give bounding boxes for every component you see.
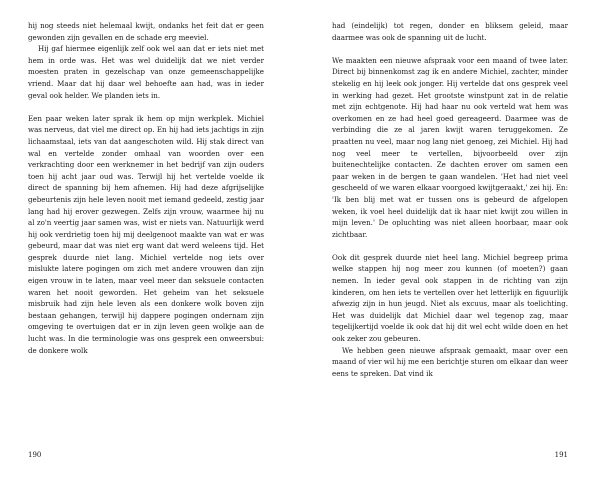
page-number: 190 [28,451,42,459]
paragraph: Ook dit gesprek duurde niet heel lang. Michiel begreep prima welke stappen hij nog meer zou kunnen (of moeten?) gaan nemen. In ieder geval ook stappen in de richting van zijn kinderen, om hen iets te vertellen over het letterlijk en figuurlijk afwezig zijn in hun jeugd. Niet als excuus, maar als toelichting. Het was duidelijk dat Michiel daar wel tegenop zag, maar tegelijkertijd voelde ik ook dat hij dit wel echt wilde doen en het ook zeker zou gebeuren. [332,252,568,344]
paragraph: Hij gaf hiermee eigenlijk zelf ook wel aan dat er iets niet met hem in orde was. Het was wel duidelijk dat we niet verder moesten praten in gezelschap van onze gemeenschappelijke vriend. Maar dat hij daar wel behoefte aan had, was in ieder geval ook helder. We planden iets in. [28,44,264,100]
paragraph: We maakten een nieuwe afspraak voor een maand of twee later. Direct bij binnenkomst zag ik en andere Michiel, zachter, minder stekelig en hij leek ook jonger. Hij vertelde dat ons gesprek veel in werking had gezet. Het grootste winstpunt zat in de relatie met zijn echtgenote. Hij had haar nu ook verteld wat hem was overkomen en ze had heel goed gereageerd. Daarmee was de verbinding die ze al jaren kwijt waren teruggekomen. Ze praatten nu veel, maar nog lang niet genoeg, zei Michiel. Hij had nog veel meer te vertellen, bijvoorbeeld over zijn buitenechtelijke contacten. Ze dachten erover om samen een paar weken in de bergen te gaan wandelen. 'Het had niet veel gescheeld of we waren elkaar voorgoed kwijtgeraakt,' zei hij. En: 'Ik ben blij met wat er tussen ons is gebeurd de afgelopen weken, ik voel heel duidelijk dat ik haar niet kwijt zou willen in mijn leven.' De opluchting was niet alleen hoorbaar, maar ook zichtbaar. [332,55,568,239]
right-page [332,20,568,460]
left-page [28,20,264,460]
left-page-text [28,20,264,356]
page-number: 191 [554,451,568,459]
paragraph: hij nog steeds niet helemaal kwijt, ondanks het feit dat er geen gewonden zijn gevallen en de schade erg meeviel. [28,21,264,42]
paragraph: We hebben geen nieuwe afspraak gemaakt, maar over een maand of vier wil hij me een berichtje sturen om elkaar dan weer eens te spreken. Dat vind ik [332,345,568,378]
paragraph: had (eindelijk) tot regen, donder en bliksem geleid, maar daarmee was ook de spanning uit de lucht. [332,21,568,42]
paragraph: Een paar weken later sprak ik hem op mijn werkplek. Michiel was nerveus, dat viel me direct op. En hij had iets jachtigs in zijn lichaamstaal, iets van dat aangeschoten wild. Hij stak direct van wal en vertelde zonder omhaal van woorden over een verkrachting door een werknemer in het bedrijf van zijn ouders toen hij acht jaar oud was. Terwijl hij het vertelde voelde ik direct de spanning bij hem afnemen. Hij had deze afgrijselijke gebeurtenis zijn hele leven nooit met iemand gedeeld, zestig jaar lang had hij erover gezwegen. Zelfs zijn vrouw, waarmee hij nu al zo'n veertig jaar samen was, wist er niets van. Natuurlijk werd hij ook verdrietig toen hij mij deelgenoot maakte van wat er was gebeurd, maar dat was niet erg want dat werd weleens tijd. Het gesprek duurde niet lang. Michiel vertelde nog iets over mislukte latere pogingen om zich met andere vrouwen dan zijn eigen vrouw in te laten, maar veel meer dan seksuele contacten waren het nooit geworden. Het geheim van het seksuele misbruik had zijn hele leven als een donkere wolk boven zijn bestaan gehangen, terwijl hij dappere pogingen ondernam zijn omgeving te overtuigen dat er in zijn leven geen wolkje aan de lucht was. In die terminologie was ons gesprek een onweersbui: de donkere wolk [28,113,264,355]
right-page-text [332,20,568,379]
